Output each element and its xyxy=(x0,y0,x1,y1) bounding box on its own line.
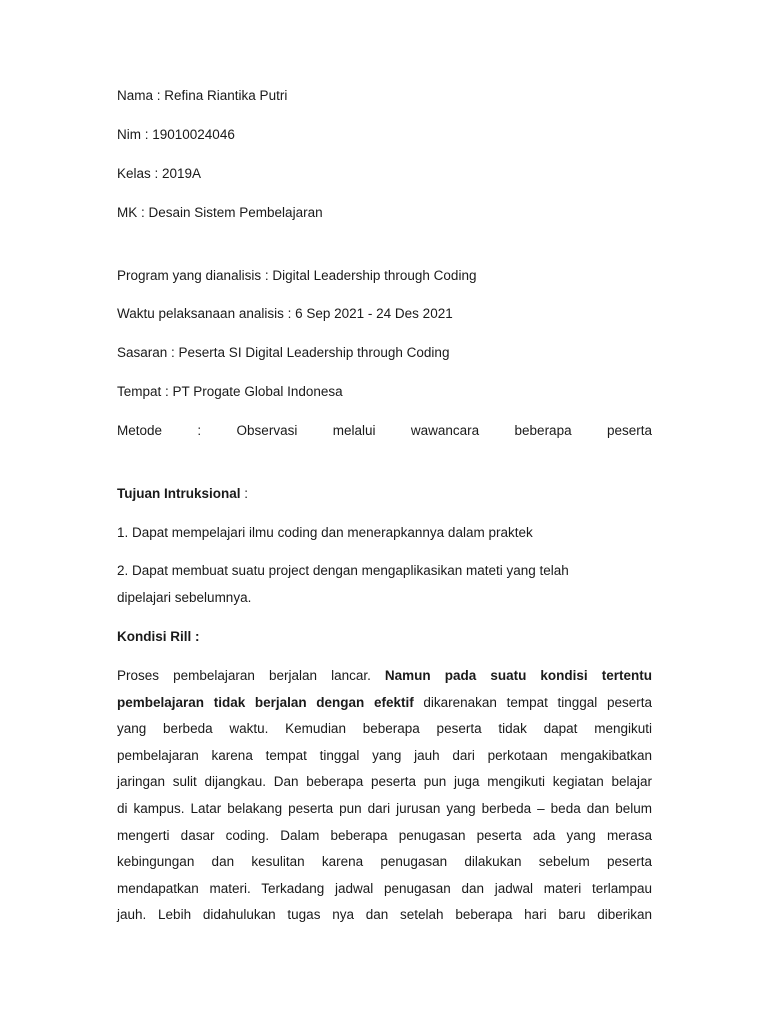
objective-heading-label: Tujuan Intruksional xyxy=(117,486,241,501)
place-line: Tempat : PT Progate Global Indonesa xyxy=(117,384,343,399)
student-class: Kelas : 2019A xyxy=(117,166,202,181)
condition-heading-label: Kondisi Rill : xyxy=(117,629,200,644)
condition-line-4: pembelajaran karena tempat tinggal yang jauh dari perkotaan mengakibatkan xyxy=(117,748,652,763)
objective-heading xyxy=(117,485,652,503)
condition-line-2-bold: pembelajaran tidak berjalan dengan efektif xyxy=(117,695,414,710)
target-line: Sasaran : Peserta SI Digital Leadership through Coding xyxy=(117,345,450,360)
condition-line-8: kebingungan dan kesulitan karena penugasan dilakukan sebelum peserta xyxy=(117,854,652,869)
course-name: MK : Desain Sistem Pembelajaran xyxy=(117,205,323,220)
condition-line-10: jauh. Lebih didahulukan tugas nya dan setelah beberapa hari baru diberikan xyxy=(117,907,652,922)
program-line: Program yang dianalisis : Digital Leadership through Coding xyxy=(117,268,477,283)
objective-heading-suffix: : xyxy=(240,486,249,501)
objective-item-2-line-1: 2. Dapat membuat suatu project dengan mengaplikasikan mateti yang telah xyxy=(117,563,569,578)
student-nim: Nim : 19010024046 xyxy=(117,127,235,142)
method-line: Metode : Observasi melalui wawancara beberapa peserta xyxy=(117,423,652,438)
condition-line-6: di kampus. Latar belakang peserta pun dari jurusan yang berbeda – beda dan belum xyxy=(117,801,652,816)
condition-line-3: yang berbeda waktu. Kemudian beberapa peserta tidak dapat mengikuti xyxy=(117,721,652,736)
condition-heading xyxy=(117,628,652,646)
condition-line-9: mendapatkan materi. Terkadang jadwal penugasan dan jadwal materi terlampau xyxy=(117,881,652,896)
condition-line-7: mengerti dasar coding. Dalam beberapa penugasan peserta ada yang merasa xyxy=(117,828,652,843)
condition-line-1-bold: Namun pada suatu kondisi tertentu xyxy=(384,668,652,683)
condition-line-2-plain: dikarenakan tempat tinggal peserta xyxy=(413,695,652,710)
condition-line-1-plain: Proses pembelajaran berjalan lancar. xyxy=(117,668,385,683)
student-name: Nama : Refina Riantika Putri xyxy=(117,88,288,103)
condition-line-5: jaringan sulit dijangkau. Dan beberapa peserta pun juga mengikuti kegiatan belajar xyxy=(117,774,652,789)
condition-line-1 xyxy=(117,667,652,685)
time-line: Waktu pelaksanaan analisis : 6 Sep 2021 - 24 Des 2021 xyxy=(117,306,453,321)
objective-item-2-line-2: dipelajari sebelumnya. xyxy=(117,590,252,605)
condition-line-2 xyxy=(117,694,652,712)
objective-item-1: 1. Dapat mempelajari ilmu coding dan menerapkannya dalam praktek xyxy=(117,525,533,540)
